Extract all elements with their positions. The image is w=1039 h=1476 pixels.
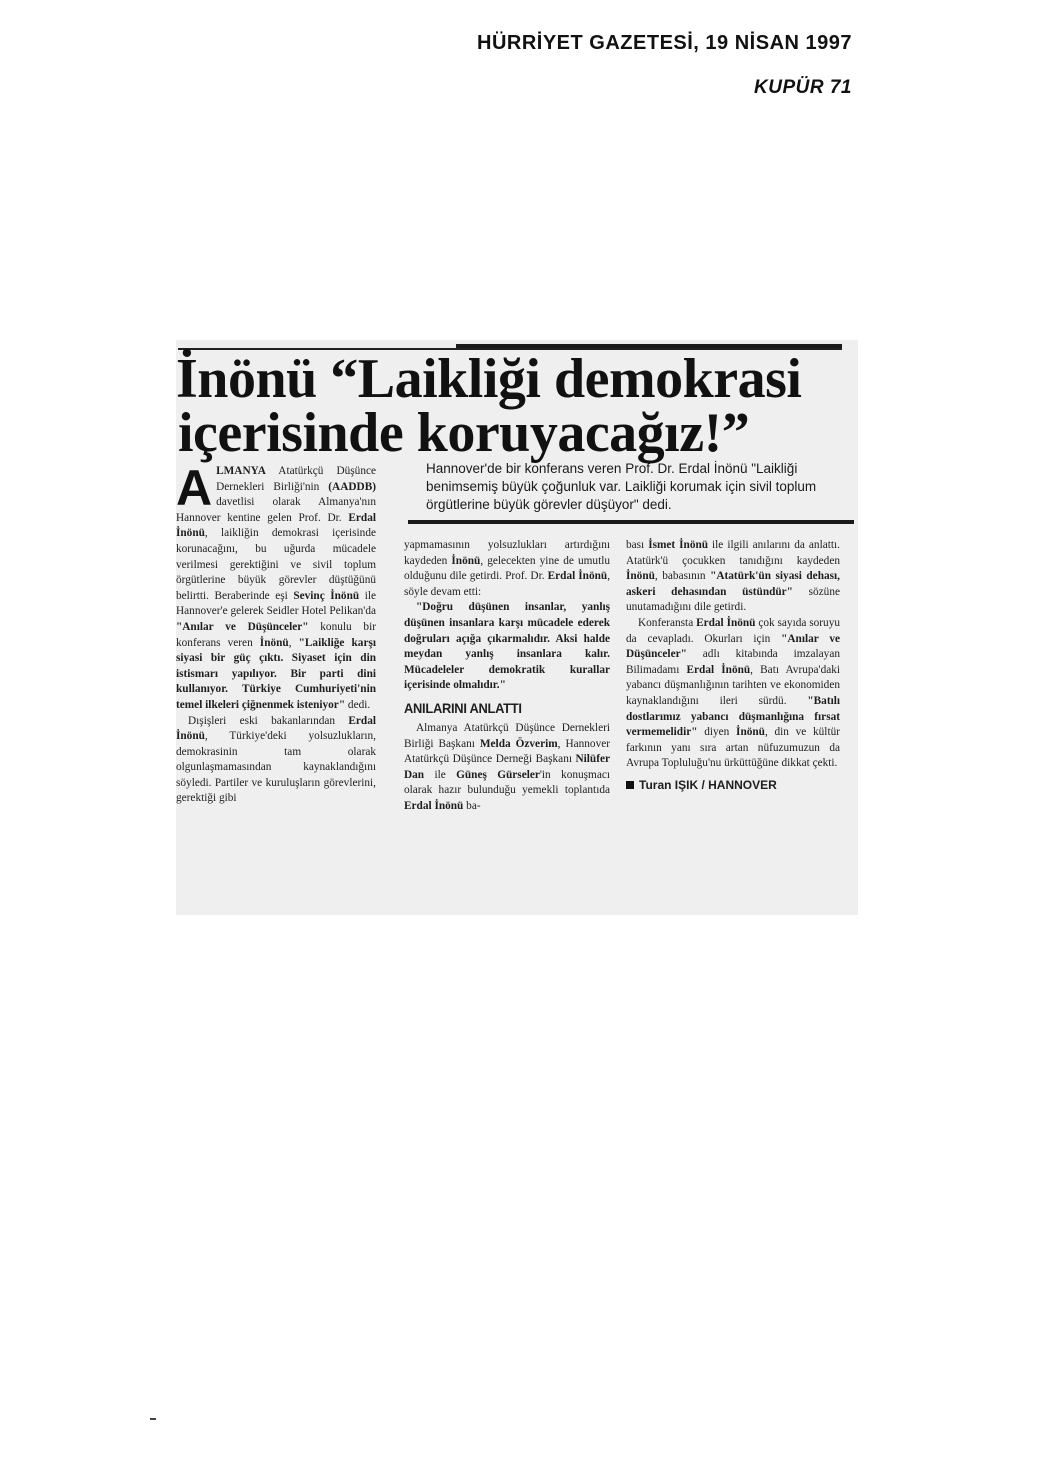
- paragraph: ALMANYA Atatürkçü Düşünce Dernekleri Birliği'nin (AADDB) davetlisi olarak Almanya'nın Hannover kentine gelen Prof. Dr. Erdal İnönü, laikliğin demokrasi içerisinde korunacağını, bu uğurda mücadele verilmesi gerektiğini ve sivil toplum örgütlerine büyük görevler düştüğünü belirtti. Beraberinde eşi Sevinç İnönü ile Hannover'e gelerek Seidler Hotel Pelikan'da "Anılar ve Düşünceler" konulu bir konferans veren İnönü, "Laikliğe karşı siyasi bir güç çıktı. Siyaset için din istismarı yapılıyor. Bir parti dini kullanıyor. Türkiye Cumhuriyeti'nin temel ilkeleri çiğnenmek isteniyor" dedi.: [176, 460, 376, 711]
- newspaper-clipping: [176, 340, 858, 915]
- headline-line-2: içerisinde koruyacağız!”: [178, 402, 750, 464]
- paragraph: yapmamasının yolsuzlukları artırdığını kaydeden İnönü, gelecekten yine de umutlu olduğunu dile getirdi. Prof. Dr. Erdal İnönü, söyle devam etti:: [404, 539, 611, 598]
- drop-cap: A: [176, 460, 213, 516]
- article-column-3: [626, 538, 840, 794]
- paragraph: Almanya Atatürkçü Düşünce Dernekleri Birliği Başkanı Melda Özverim, Hannover Atatürkçü Düşünce Derneği Başkanı Nilüfer Dan ile Güneş Gürseler'in konuşmacı olarak hazır bulunduğu yemekli toplantıda Erdal İnönü ba-: [404, 721, 610, 812]
- byline: Turan IŞIK / HANNOVER: [626, 778, 840, 794]
- article-column-1: [176, 460, 376, 807]
- deck-rule: [408, 520, 854, 524]
- deck: Hannover'de bir konferans veren Prof. Dr. Erdal İnönü "Laikliği benimsemiş büyük çoğunluk var. Laikliği korumak için sivil toplum örgütlerine büyük görevler düşüyor" dedi.: [426, 461, 817, 512]
- headline: [176, 348, 856, 464]
- article-column-2: [404, 538, 610, 815]
- clip-number: KUPÜR 71: [754, 77, 852, 98]
- page-header: [390, 32, 852, 99]
- scan-mark: [150, 1418, 156, 1420]
- paragraph: Konferansta Erdal İnönü çok sayıda soruyu da cevapladı. Okurları için "Anılar ve Düşünceler" adlı kitabında imzalayan Bilimadamı Erdal İnönü, Batı Avrupa'daki yabancı düşmanlığının tarihten ve ekonomiden kaynaklandığını ileri sürdü. "Batılı dostlarımız yabancı düşmanlığına fırsat vermemelidir" diyen İnönü, din ve kültür farkının yanı sıra artan nüfuzumuzun da Avrupa Topluluğu'nu ürküttüğüne dikkat çekti.: [626, 616, 841, 770]
- quote-paragraph: "Doğru düşünen insanlar, yanlış düşünen insanlara karşı mücadele ederek doğruları açığa çıkarmalıdır. Aksi halde meydan yanlış insanlara kalır. Mücadeleler demokratik kurallar içerisinde olmalıdır.": [404, 601, 610, 692]
- bullet-square-icon: [626, 781, 634, 789]
- headline-line-1: İnönü “Laikliği demokrasi: [176, 348, 802, 410]
- source-line: HÜRRİYET GAZETESİ, 19 NİSAN 1997: [477, 32, 852, 54]
- subheading: ANILARINI ANLATTI: [404, 699, 522, 716]
- paragraph: bası İsmet İnönü ile ilgili anılarını da anlattı. Atatürk'ü çocukken tanıdığını kaydeden İnönü, babasının "Atatürk'ün siyasi dehası, askeri dehasından üstündür" sözüne unutamadığını dile getirdi.: [626, 539, 840, 614]
- paragraph: Dışişleri eski bakanlarından Erdal İnönü, Türkiye'deki yolsuzlukların, demokrasinin tam olarak olgunlaşmamasından kaynaklandığını söyledi. Partiler ve kuruluşların görevlerini, gerektiği gibi: [176, 714, 376, 805]
